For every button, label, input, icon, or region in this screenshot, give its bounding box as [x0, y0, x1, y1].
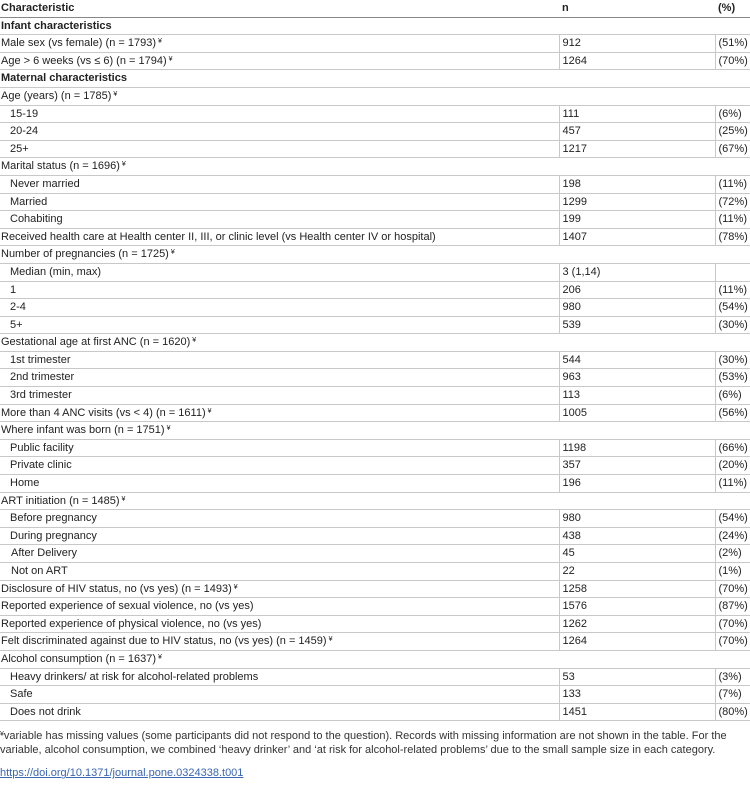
table-row	[0, 475, 750, 493]
n-cell: 1005	[559, 404, 715, 422]
header-characteristic: Characteristic	[0, 0, 559, 17]
table-row	[0, 123, 750, 141]
table-row	[0, 351, 750, 369]
percent-cell: (7%)	[715, 686, 750, 704]
n-cell: 1198	[559, 439, 715, 457]
characteristic-label: Safe	[10, 688, 33, 701]
percent-cell: (30%)	[715, 316, 750, 334]
group-label: Gestational age at first ANC (n = 1620)	[1, 336, 191, 349]
characteristic-cell	[0, 351, 559, 369]
characteristic-label: Felt discriminated against due to HIV status, no (vs yes) (n = 1459)	[1, 635, 327, 648]
missing-values-mark: ¥	[157, 38, 162, 46]
n-cell: 457	[559, 123, 715, 141]
characteristic-label: After Delivery	[11, 547, 78, 560]
characteristic-cell	[0, 404, 559, 422]
percent-cell: (56%)	[715, 404, 750, 422]
n-cell: 196	[559, 475, 715, 493]
missing-values-mark: ¥	[233, 583, 238, 591]
table-row	[0, 633, 750, 651]
group-header-row	[0, 422, 750, 440]
percent-cell: (70%)	[715, 615, 750, 633]
section-label: Maternal characteristics	[0, 70, 750, 88]
missing-values-mark: ¥	[166, 425, 171, 433]
table-row	[0, 563, 750, 581]
characteristic-cell	[0, 633, 559, 651]
group-header-row	[0, 87, 750, 105]
characteristic-cell	[0, 615, 559, 633]
missing-values-mark: ¥	[168, 55, 173, 63]
characteristic-label: Reported experience of physical violence, no (vs yes)	[1, 617, 262, 630]
characteristic-label: Never married	[10, 177, 80, 190]
table-row	[0, 140, 750, 158]
characteristic-label: Married	[10, 195, 48, 208]
missing-values-mark: ¥	[192, 337, 197, 345]
group-header-row	[0, 650, 750, 668]
group-label-cell	[0, 87, 750, 105]
table-row	[0, 580, 750, 598]
percent-cell: (25%)	[715, 123, 750, 141]
characteristic-label: Cohabiting	[10, 213, 63, 226]
characteristic-cell	[0, 563, 559, 581]
group-header-row	[0, 334, 750, 352]
characteristic-cell	[0, 211, 559, 229]
characteristic-cell	[0, 369, 559, 387]
group-label-cell	[0, 158, 750, 176]
characteristic-label: Received health care at Health center II, III, or clinic level (vs Health center IV or hospital)	[1, 230, 436, 243]
percent-cell: (11%)	[715, 281, 750, 299]
characteristic-label: 2nd trimester	[10, 371, 75, 384]
characteristic-label: Age > 6 weeks (vs ≤ 6) (n = 1794)	[1, 54, 167, 67]
characteristic-cell	[0, 668, 559, 686]
percent-cell: (1%)	[715, 563, 750, 581]
header-n: n	[559, 0, 715, 17]
missing-values-mark: ¥	[158, 653, 162, 661]
header-pct: (%)	[715, 0, 750, 17]
table-row	[0, 527, 750, 545]
percent-cell: (30%)	[715, 351, 750, 369]
section-label: Infant characteristics	[0, 17, 750, 35]
percent-cell: (66%)	[715, 439, 750, 457]
characteristic-cell	[0, 598, 559, 616]
percent-cell: (80%)	[715, 703, 750, 721]
group-label: ART initiation (n = 1485)	[1, 494, 120, 507]
table-body	[0, 17, 750, 721]
n-cell: 1217	[559, 140, 715, 158]
characteristic-cell	[0, 580, 559, 598]
characteristic-cell	[0, 475, 559, 493]
n-cell: 963	[559, 369, 715, 387]
table-row	[0, 281, 750, 299]
characteristic-cell	[0, 52, 559, 70]
characteristic-label: Disclosure of HIV status, no (vs yes) (n = 1493)	[1, 582, 232, 595]
characteristic-cell	[0, 457, 559, 475]
percent-cell: (51%)	[715, 35, 750, 53]
n-cell: 45	[559, 545, 715, 563]
characteristic-cell	[0, 35, 559, 53]
missing-values-mark: ¥	[207, 407, 212, 415]
missing-values-mark: ¥	[121, 161, 126, 169]
percent-cell: (6%)	[715, 387, 750, 405]
group-label: Where infant was born (n = 1751)	[1, 424, 165, 437]
characteristic-label: Does not drink	[10, 705, 81, 718]
percent-cell: (11%)	[715, 475, 750, 493]
table-row	[0, 457, 750, 475]
n-cell: 1262	[559, 615, 715, 633]
missing-values-mark: ¥	[113, 90, 118, 98]
group-header-row	[0, 246, 750, 264]
percent-cell: (87%)	[715, 598, 750, 616]
characteristic-label: 1st trimester	[10, 353, 71, 366]
n-cell: 980	[559, 299, 715, 317]
percent-cell: (11%)	[715, 211, 750, 229]
percent-cell: (24%)	[715, 527, 750, 545]
characteristic-label: 2-4	[10, 301, 26, 314]
n-cell: 1451	[559, 703, 715, 721]
characteristic-label: During pregnancy	[10, 529, 97, 542]
characteristic-cell	[0, 510, 559, 528]
table-row	[0, 175, 750, 193]
table-row	[0, 545, 750, 563]
characteristic-label: Before pregnancy	[10, 512, 97, 525]
table-row	[0, 668, 750, 686]
n-cell: 357	[559, 457, 715, 475]
n-cell: 111	[559, 105, 715, 123]
n-cell: 912	[559, 35, 715, 53]
characteristic-cell	[0, 527, 559, 545]
percent-cell: (2%)	[715, 545, 750, 563]
footnote-text: variable has missing values (some participants did not respond to the question). Records with missing information are not shown in the table. For the variable, alcohol consumption, we combined ‘heavy drinker’ and ‘at risk for alcohol-related problems’ due to the small sample size in each category.	[0, 730, 727, 757]
n-cell: 206	[559, 281, 715, 299]
percent-cell: (70%)	[715, 52, 750, 70]
characteristic-label: Median (min, max)	[10, 265, 102, 278]
percent-cell: (78%)	[715, 228, 750, 246]
n-cell: 1258	[559, 580, 715, 598]
percent-cell: (70%)	[715, 633, 750, 651]
characteristic-cell	[0, 316, 559, 334]
characteristic-label: 25+	[10, 142, 29, 155]
table-row	[0, 510, 750, 528]
table-row	[0, 105, 750, 123]
percent-cell: (3%)	[715, 668, 750, 686]
table-row	[0, 35, 750, 53]
section-header-row	[0, 70, 750, 88]
characteristic-label: 1	[10, 283, 17, 296]
characteristic-label: More than 4 ANC visits (vs < 4) (n = 1611)	[1, 406, 206, 419]
characteristic-cell	[0, 140, 559, 158]
n-cell: 1264	[559, 52, 715, 70]
group-label: Alcohol consumption (n = 1637)	[1, 652, 157, 665]
group-label-cell	[0, 334, 750, 352]
group-label-cell	[0, 650, 750, 668]
characteristic-label: Private clinic	[10, 459, 72, 472]
table-row	[0, 598, 750, 616]
table-row	[0, 703, 750, 721]
n-cell: 1407	[559, 228, 715, 246]
table-row	[0, 52, 750, 70]
characteristic-cell	[0, 703, 559, 721]
table-row	[0, 404, 750, 422]
group-label: Number of pregnancies (n = 1725)	[1, 248, 169, 261]
n-cell: 133	[559, 686, 715, 704]
characteristic-cell	[0, 299, 559, 317]
characteristic-label: Male sex (vs female) (n = 1793)	[1, 37, 156, 50]
table-header-row	[0, 0, 750, 17]
group-label-cell	[0, 422, 750, 440]
percent-cell: (54%)	[715, 299, 750, 317]
group-header-row	[0, 492, 750, 510]
characteristic-cell	[0, 228, 559, 246]
n-cell: 980	[559, 510, 715, 528]
group-label: Marital status (n = 1696)	[1, 160, 120, 173]
table-row	[0, 193, 750, 211]
characteristic-label: 20-24	[10, 125, 39, 138]
characteristic-label: Not on ART	[11, 565, 68, 577]
n-cell: 438	[559, 527, 715, 545]
group-header-row	[0, 158, 750, 176]
characteristic-cell	[0, 105, 559, 123]
table-row	[0, 439, 750, 457]
section-header-row	[0, 17, 750, 35]
percent-cell: (11%)	[715, 175, 750, 193]
percent-cell: (6%)	[715, 105, 750, 123]
n-cell: 199	[559, 211, 715, 229]
characteristic-cell	[0, 686, 559, 704]
missing-values-mark: ¥	[121, 495, 126, 503]
table-footnote	[0, 721, 750, 757]
percent-cell: (53%)	[715, 369, 750, 387]
characteristic-cell	[0, 439, 559, 457]
footnote-mark: ¥	[0, 731, 4, 739]
n-cell: 53	[559, 668, 715, 686]
n-cell: 544	[559, 351, 715, 369]
characteristic-cell	[0, 281, 559, 299]
n-cell: 3 (1,14)	[559, 263, 715, 281]
characteristic-cell	[0, 263, 559, 281]
missing-values-mark: ¥	[328, 636, 333, 644]
characteristic-label: Home	[10, 477, 40, 490]
n-cell: 22	[559, 563, 715, 581]
characteristic-cell	[0, 387, 559, 405]
table-row	[0, 316, 750, 334]
n-cell: 113	[559, 387, 715, 405]
n-cell: 1264	[559, 633, 715, 651]
characteristic-label: 5+	[10, 318, 23, 331]
table-row	[0, 263, 750, 281]
group-label: Age (years) (n = 1785)	[1, 89, 112, 102]
doi-link[interactable]: https://doi.org/10.1371/journal.pone.0324338.t001	[0, 767, 244, 780]
n-cell: 1576	[559, 598, 715, 616]
characteristic-cell	[0, 123, 559, 141]
group-label-cell	[0, 246, 750, 264]
table-row	[0, 228, 750, 246]
percent-cell: (20%)	[715, 457, 750, 475]
characteristic-label: Reported experience of sexual violence, no (vs yes)	[1, 600, 254, 613]
table-row	[0, 211, 750, 229]
table-row	[0, 686, 750, 704]
percent-cell	[715, 263, 750, 281]
group-label-cell	[0, 492, 750, 510]
characteristic-cell	[0, 193, 559, 211]
characteristic-cell	[0, 175, 559, 193]
characteristic-label: 3rd trimester	[10, 389, 72, 402]
n-cell: 539	[559, 316, 715, 334]
percent-cell: (72%)	[715, 193, 750, 211]
percent-cell: (67%)	[715, 140, 750, 158]
percent-cell: (54%)	[715, 510, 750, 528]
characteristic-cell	[0, 545, 559, 563]
characteristic-label: Heavy drinkers/ at risk for alcohol-related problems	[10, 670, 259, 683]
characteristic-label: Public facility	[10, 441, 74, 454]
n-cell: 198	[559, 175, 715, 193]
characteristic-label: 15-19	[10, 107, 39, 120]
missing-values-mark: ¥	[170, 249, 175, 257]
n-cell: 1299	[559, 193, 715, 211]
table-row	[0, 299, 750, 317]
percent-cell: (70%)	[715, 580, 750, 598]
table-row	[0, 615, 750, 633]
table-row	[0, 369, 750, 387]
table-row	[0, 387, 750, 405]
